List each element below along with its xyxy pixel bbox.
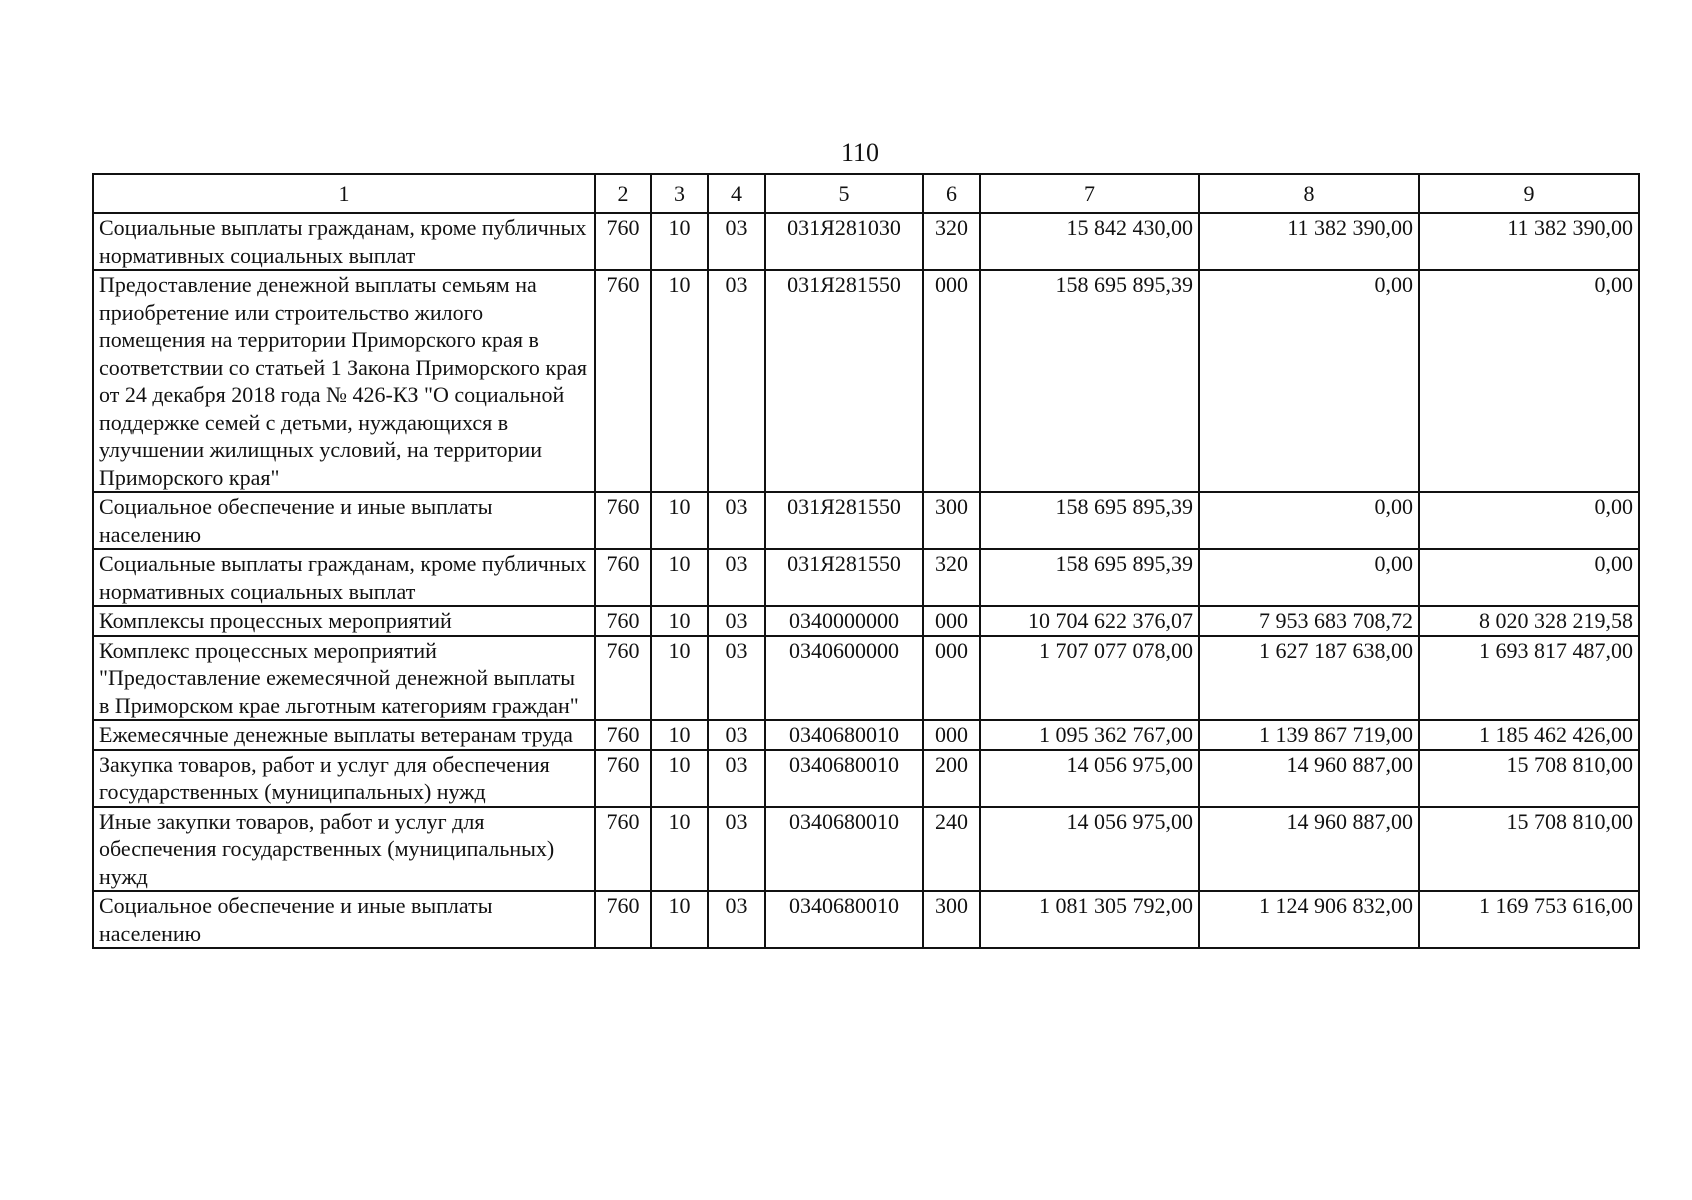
table-row (93, 213, 1639, 270)
column-header: 4 (708, 174, 765, 213)
subsection-code: 03 (708, 606, 765, 636)
target-article-code: 031Я281550 (765, 492, 923, 549)
amount-col7: 1 095 362 767,00 (980, 720, 1199, 750)
section-code: 10 (651, 750, 708, 807)
subsection-code: 03 (708, 750, 765, 807)
item-name: Социальное обеспечение и иные выплаты населению (93, 891, 595, 948)
amount-col8: 0,00 (1199, 549, 1419, 606)
section-code: 10 (651, 492, 708, 549)
section-code: 10 (651, 606, 708, 636)
target-article-code: 0340680010 (765, 807, 923, 892)
table-row (93, 606, 1639, 636)
section-code: 10 (651, 807, 708, 892)
table-row (93, 807, 1639, 892)
ministry-code: 760 (595, 720, 651, 750)
amount-col7: 158 695 895,39 (980, 270, 1199, 492)
amount-col7: 1 081 305 792,00 (980, 891, 1199, 948)
section-code: 10 (651, 213, 708, 270)
item-name: Социальные выплаты гражданам, кроме публичных нормативных социальных выплат (93, 549, 595, 606)
amount-col7: 10 704 622 376,07 (980, 606, 1199, 636)
table-row (93, 720, 1639, 750)
amount-col7: 15 842 430,00 (980, 213, 1199, 270)
expense-type-code: 300 (923, 891, 980, 948)
table-row (93, 750, 1639, 807)
expense-type-code: 200 (923, 750, 980, 807)
subsection-code: 03 (708, 213, 765, 270)
ministry-code: 760 (595, 891, 651, 948)
amount-col7: 158 695 895,39 (980, 549, 1199, 606)
column-header: 3 (651, 174, 708, 213)
column-header: 9 (1419, 174, 1639, 213)
expense-type-code: 000 (923, 606, 980, 636)
target-article-code: 031Я281550 (765, 549, 923, 606)
target-article-code: 0340680010 (765, 720, 923, 750)
amount-col9: 0,00 (1419, 492, 1639, 549)
header-row (93, 174, 1639, 213)
amount-col7: 158 695 895,39 (980, 492, 1199, 549)
ministry-code: 760 (595, 270, 651, 492)
table-row (93, 636, 1639, 721)
table-row (93, 891, 1639, 948)
ministry-code: 760 (595, 750, 651, 807)
section-code: 10 (651, 891, 708, 948)
section-code: 10 (651, 720, 708, 750)
target-article-code: 0340680010 (765, 891, 923, 948)
target-article-code: 031Я281550 (765, 270, 923, 492)
expense-type-code: 320 (923, 549, 980, 606)
amount-col9: 0,00 (1419, 270, 1639, 492)
target-article-code: 031Я281030 (765, 213, 923, 270)
column-header: 7 (980, 174, 1199, 213)
amount-col8: 14 960 887,00 (1199, 750, 1419, 807)
amount-col8: 11 382 390,00 (1199, 213, 1419, 270)
ministry-code: 760 (595, 636, 651, 721)
target-article-code: 0340680010 (765, 750, 923, 807)
amount-col9: 11 382 390,00 (1419, 213, 1639, 270)
column-header: 8 (1199, 174, 1419, 213)
table-row (93, 492, 1639, 549)
amount-col8: 1 124 906 832,00 (1199, 891, 1419, 948)
subsection-code: 03 (708, 807, 765, 892)
subsection-code: 03 (708, 492, 765, 549)
expense-type-code: 000 (923, 720, 980, 750)
amount-col9: 15 708 810,00 (1419, 750, 1639, 807)
ministry-code: 760 (595, 549, 651, 606)
amount-col8: 1 139 867 719,00 (1199, 720, 1419, 750)
expense-type-code: 000 (923, 636, 980, 721)
page-number: 110 (840, 138, 880, 167)
column-header: 2 (595, 174, 651, 213)
amount-col7: 14 056 975,00 (980, 807, 1199, 892)
item-name: Комплексы процессных мероприятий (93, 606, 595, 636)
subsection-code: 03 (708, 720, 765, 750)
amount-col9: 1 693 817 487,00 (1419, 636, 1639, 721)
subsection-code: 03 (708, 270, 765, 492)
target-article-code: 0340600000 (765, 636, 923, 721)
ministry-code: 760 (595, 492, 651, 549)
subsection-code: 03 (708, 636, 765, 721)
target-article-code: 0340000000 (765, 606, 923, 636)
column-header: 5 (765, 174, 923, 213)
column-header: 6 (923, 174, 980, 213)
item-name: Иные закупки товаров, работ и услуг для обеспечения государственных (муниципальных) нужд (93, 807, 595, 892)
item-name: Социальные выплаты гражданам, кроме публичных нормативных социальных выплат (93, 213, 595, 270)
expense-type-code: 000 (923, 270, 980, 492)
ministry-code: 760 (595, 213, 651, 270)
budget-table (92, 173, 1640, 949)
section-code: 10 (651, 636, 708, 721)
ministry-code: 760 (595, 606, 651, 636)
amount-col9: 8 020 328 219,58 (1419, 606, 1639, 636)
expense-type-code: 320 (923, 213, 980, 270)
table-row (93, 270, 1639, 492)
column-header: 1 (93, 174, 595, 213)
amount-col8: 1 627 187 638,00 (1199, 636, 1419, 721)
item-name: Комплекс процессных мероприятий "Предоставление ежемесячной денежной выплаты в Приморском крае льготным категориям граждан" (93, 636, 595, 721)
section-code: 10 (651, 549, 708, 606)
item-name: Закупка товаров, работ и услуг для обеспечения государственных (муниципальных) нужд (93, 750, 595, 807)
amount-col7: 1 707 077 078,00 (980, 636, 1199, 721)
item-name: Ежемесячные денежные выплаты ветеранам труда (93, 720, 595, 750)
subsection-code: 03 (708, 549, 765, 606)
expense-type-code: 240 (923, 807, 980, 892)
expense-type-code: 300 (923, 492, 980, 549)
table-row (93, 549, 1639, 606)
amount-col7: 14 056 975,00 (980, 750, 1199, 807)
amount-col9: 15 708 810,00 (1419, 807, 1639, 892)
ministry-code: 760 (595, 807, 651, 892)
subsection-code: 03 (708, 891, 765, 948)
amount-col9: 1 185 462 426,00 (1419, 720, 1639, 750)
item-name: Социальное обеспечение и иные выплаты населению (93, 492, 595, 549)
section-code: 10 (651, 270, 708, 492)
amount-col8: 14 960 887,00 (1199, 807, 1419, 892)
amount-col9: 1 169 753 616,00 (1419, 891, 1639, 948)
amount-col8: 0,00 (1199, 270, 1419, 492)
amount-col8: 0,00 (1199, 492, 1419, 549)
item-name: Предоставление денежной выплаты семьям на приобретение или строительство жилого помещения на территории Приморского края в соответствии со статьей 1 Закона Приморского края от 24 декабря 2018 года № 426-КЗ "О социальной поддержке семей с детьми, нуждающихся в улучшении жилищных условий, на территории Приморского края" (93, 270, 595, 492)
amount-col8: 7 953 683 708,72 (1199, 606, 1419, 636)
amount-col9: 0,00 (1419, 549, 1639, 606)
